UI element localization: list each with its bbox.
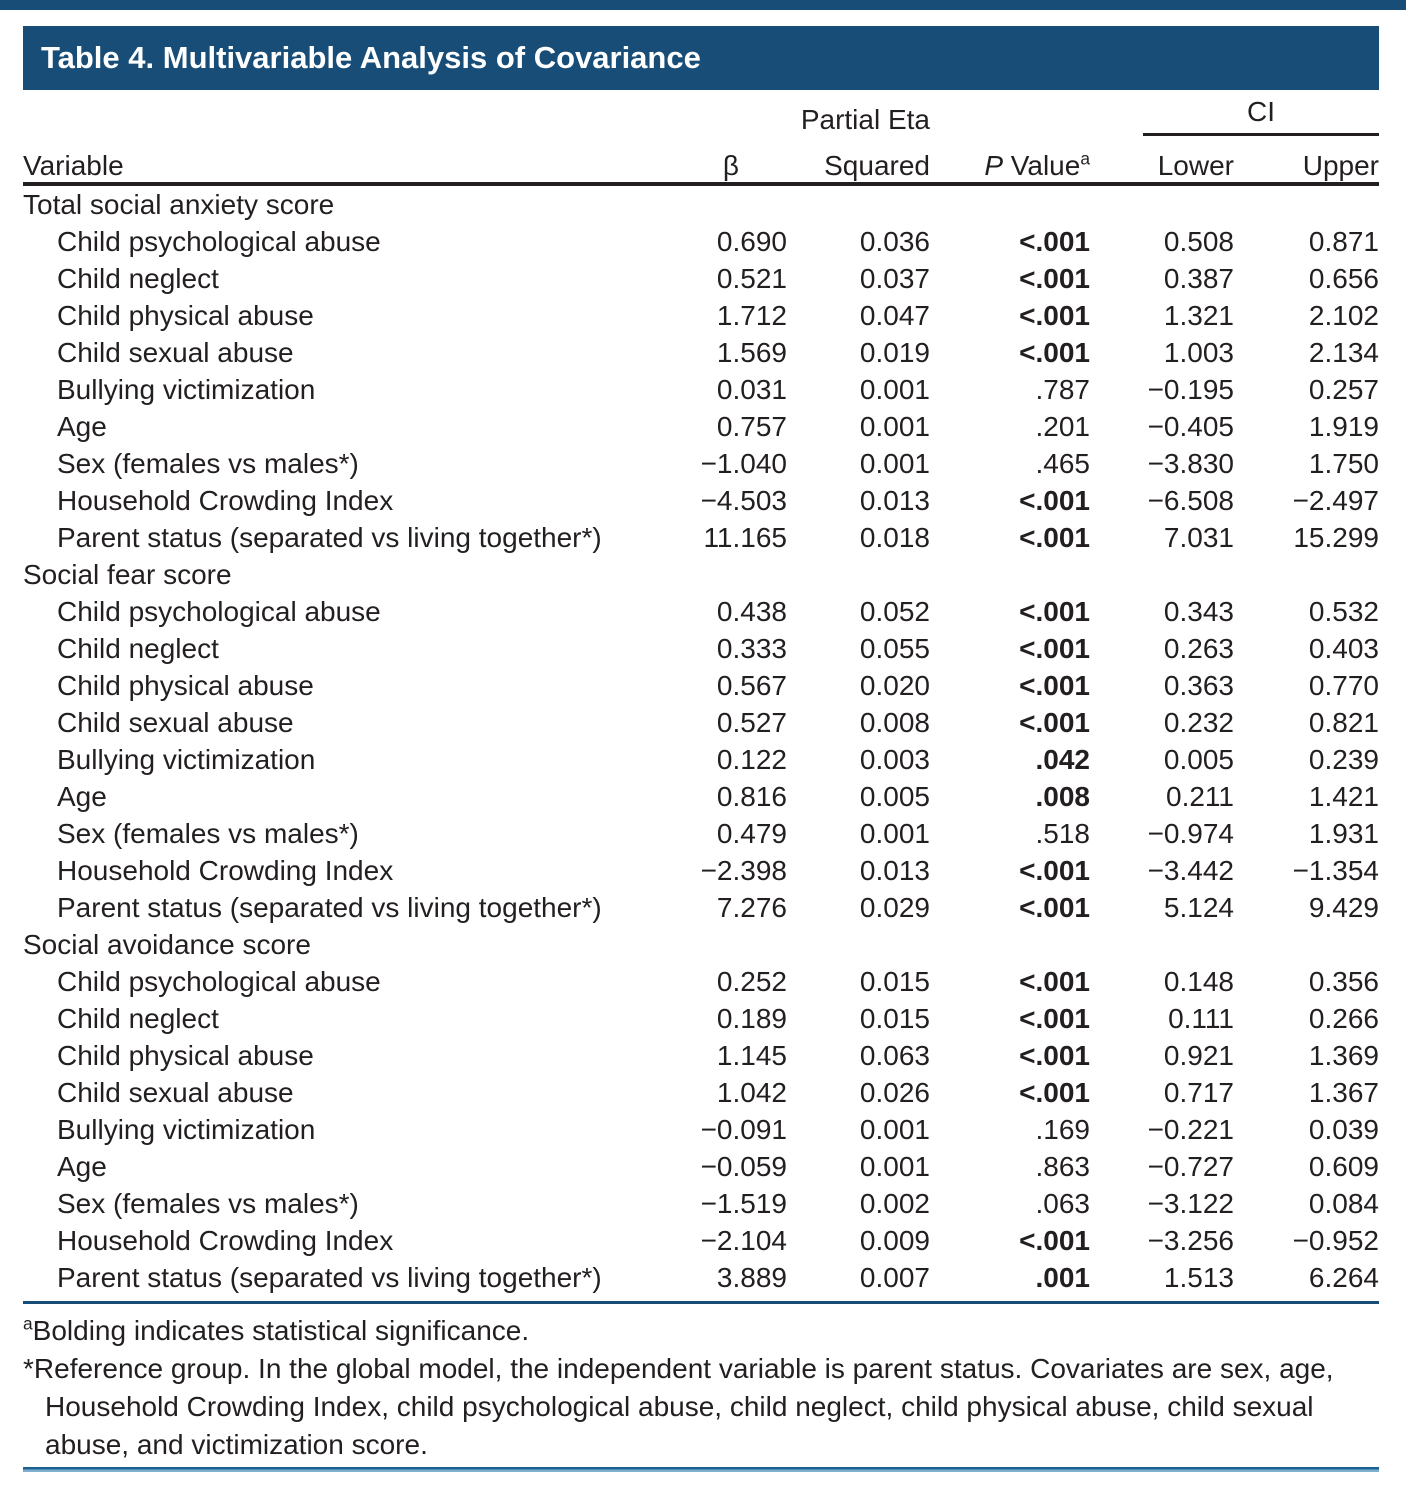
table-row <box>23 260 1379 297</box>
beta-cell: 0.189 <box>716 1003 787 1034</box>
variable-cell: Child psychological abuse <box>57 966 381 997</box>
col-header-squared: Squared <box>824 150 930 181</box>
table-row <box>23 889 1379 926</box>
variable-cell: Child physical abuse <box>57 1040 314 1071</box>
ci-upper-cell: 0.403 <box>1308 633 1379 664</box>
table-header <box>23 90 1379 186</box>
beta-cell: 0.757 <box>716 411 787 442</box>
ci-lower-cell: 0.343 <box>1163 596 1234 627</box>
beta-cell: 1.042 <box>716 1077 787 1108</box>
beta-cell: −0.059 <box>700 1151 787 1182</box>
beta-cell: −2.398 <box>700 855 787 886</box>
ci-upper-cell: 0.871 <box>1308 226 1379 257</box>
eta-cell: 0.003 <box>859 744 930 775</box>
eta-cell: 0.001 <box>859 374 930 405</box>
p-value-cell: <.001 <box>1019 596 1090 627</box>
col-header-p-value <box>930 150 1090 182</box>
eta-cell: 0.047 <box>859 300 930 331</box>
eta-cell: 0.052 <box>859 596 930 627</box>
variable-cell: Household Crowding Index <box>57 485 394 516</box>
variable-cell: Child neglect <box>57 263 219 294</box>
section-label: Total social anxiety score <box>23 189 335 220</box>
ci-lower-cell: −0.195 <box>1147 374 1234 405</box>
ci-lower-cell: −0.405 <box>1147 411 1234 442</box>
p-value-superscript: a <box>1080 148 1090 169</box>
ci-upper-cell: 1.421 <box>1308 781 1379 812</box>
table-row <box>23 1222 1379 1259</box>
beta-cell: 0.527 <box>716 707 787 738</box>
ci-lower-cell: 0.921 <box>1163 1040 1234 1071</box>
p-value-cell: <.001 <box>1019 1225 1090 1256</box>
table-row <box>23 852 1379 889</box>
p-value-cell: <.001 <box>1019 226 1090 257</box>
ci-upper-cell: 0.356 <box>1308 966 1379 997</box>
p-value-cell: <.001 <box>1019 1040 1090 1071</box>
table-row <box>23 667 1379 704</box>
table-row <box>23 223 1379 260</box>
eta-cell: 0.015 <box>859 966 930 997</box>
beta-cell: 7.276 <box>716 892 787 923</box>
ci-upper-cell: 1.367 <box>1308 1077 1379 1108</box>
beta-cell: 11.165 <box>703 522 787 553</box>
footnote-star-line: *Reference group. In the global model, the independent variable is parent status. Covariates are sex, age, <box>23 1353 1334 1384</box>
ci-upper-cell: 1.919 <box>1308 411 1379 442</box>
beta-cell: −2.104 <box>700 1225 787 1256</box>
section-header-row <box>23 186 1379 223</box>
ci-upper-cell: 0.609 <box>1308 1151 1379 1182</box>
ci-lower-cell: 0.111 <box>1168 1003 1234 1034</box>
eta-cell: 0.037 <box>859 263 930 294</box>
p-value-cell: .863 <box>1035 1151 1090 1182</box>
ci-lower-cell: 0.211 <box>1166 781 1234 812</box>
variable-cell: Child sexual abuse <box>57 337 294 368</box>
ci-upper-cell: 6.264 <box>1308 1262 1379 1293</box>
table-row <box>23 408 1379 445</box>
ci-upper-cell: −0.952 <box>1292 1225 1379 1256</box>
eta-cell: 0.055 <box>859 633 930 664</box>
p-value-cell: .008 <box>1035 781 1090 812</box>
ci-lower-cell: 0.363 <box>1163 670 1234 701</box>
ci-upper-cell: 0.821 <box>1308 707 1379 738</box>
beta-cell: 1.712 <box>716 300 787 331</box>
section-label: Social avoidance score <box>23 929 311 960</box>
variable-cell: Sex (females vs males*) <box>57 818 359 849</box>
variable-cell: Child psychological abuse <box>57 596 381 627</box>
p-value-cell: <.001 <box>1019 1003 1090 1034</box>
table-title: Table 4. Multivariable Analysis of Covariance <box>41 40 701 75</box>
col-header-upper: Upper <box>1302 150 1379 181</box>
eta-cell: 0.001 <box>859 1114 930 1145</box>
beta-cell: 0.567 <box>716 670 787 701</box>
ci-lower-cell: 1.003 <box>1163 337 1234 368</box>
p-value-cell: .001 <box>1035 1262 1090 1293</box>
variable-cell: Age <box>57 1151 107 1182</box>
eta-cell: 0.019 <box>859 337 930 368</box>
p-value-cell: .518 <box>1035 818 1090 849</box>
col-header-ci: CI <box>1143 97 1379 136</box>
eta-cell: 0.036 <box>859 226 930 257</box>
col-header-partial-eta-line1: Partial Eta <box>800 104 930 135</box>
ci-lower-cell: 0.005 <box>1163 744 1234 775</box>
table-row <box>23 371 1379 408</box>
p-value-cell: .042 <box>1035 744 1090 775</box>
beta-cell: 3.889 <box>716 1262 787 1293</box>
ci-upper-cell: 0.257 <box>1308 374 1379 405</box>
ci-lower-cell: 7.031 <box>1163 522 1234 553</box>
beta-cell: 0.252 <box>716 966 787 997</box>
eta-cell: 0.001 <box>859 1151 930 1182</box>
ci-group-header <box>1090 97 1379 136</box>
p-value-cell: <.001 <box>1019 300 1090 331</box>
ci-upper-cell: 1.750 <box>1308 448 1379 479</box>
col-header-lower: Lower <box>1157 150 1234 181</box>
p-value-cell: <.001 <box>1019 670 1090 701</box>
ci-lower-cell: 1.321 <box>1163 300 1234 331</box>
eta-cell: 0.008 <box>859 707 930 738</box>
ci-upper-cell: 0.084 <box>1308 1188 1379 1219</box>
ci-lower-cell: −3.122 <box>1147 1188 1234 1219</box>
beta-cell: 0.031 <box>716 374 787 405</box>
footnote-a-superscript: a <box>23 1313 33 1334</box>
beta-cell: 1.145 <box>716 1040 787 1071</box>
ci-upper-cell: 0.039 <box>1308 1114 1379 1145</box>
ci-upper-cell: 0.532 <box>1308 596 1379 627</box>
variable-cell: Age <box>57 781 107 812</box>
table-row <box>23 778 1379 815</box>
variable-cell: Child physical abuse <box>57 300 314 331</box>
ci-lower-cell: −0.727 <box>1147 1151 1234 1182</box>
variable-cell: Parent status (separated vs living together*) <box>57 1262 602 1293</box>
p-value-cell: .063 <box>1035 1188 1090 1219</box>
ci-lower-cell: −3.830 <box>1147 448 1234 479</box>
eta-cell: 0.026 <box>859 1077 930 1108</box>
table-row <box>23 1000 1379 1037</box>
table-row <box>23 815 1379 852</box>
ci-upper-cell: −1.354 <box>1292 855 1379 886</box>
ci-lower-cell: 0.717 <box>1163 1077 1234 1108</box>
eta-cell: 0.018 <box>859 522 930 553</box>
variable-cell: Child sexual abuse <box>57 707 294 738</box>
ci-lower-cell: 0.263 <box>1163 633 1234 664</box>
p-value-cell: .169 <box>1035 1114 1090 1145</box>
table-row <box>23 704 1379 741</box>
ci-upper-cell: 0.239 <box>1308 744 1379 775</box>
ci-upper-cell: 9.429 <box>1308 892 1379 923</box>
eta-cell: 0.007 <box>859 1262 930 1293</box>
beta-cell: −1.040 <box>700 448 787 479</box>
table-row <box>23 1259 1379 1296</box>
eta-cell: 0.015 <box>859 1003 930 1034</box>
section-label: Social fear score <box>23 559 232 590</box>
variable-cell: Sex (females vs males*) <box>57 1188 359 1219</box>
beta-cell: 0.690 <box>716 226 787 257</box>
variable-cell: Child neglect <box>57 633 219 664</box>
table-row <box>23 741 1379 778</box>
variable-cell: Household Crowding Index <box>57 855 394 886</box>
table-row <box>23 445 1379 482</box>
ci-lower-cell: 0.148 <box>1163 966 1234 997</box>
table-row <box>23 482 1379 519</box>
table-row <box>23 519 1379 556</box>
variable-cell: Parent status (separated vs living together*) <box>57 892 602 923</box>
variable-cell: Parent status (separated vs living together*) <box>57 522 602 553</box>
footnote-star-line: Household Crowding Index, child psychological abuse, child neglect, child physical abuse, child sexual <box>45 1391 1314 1422</box>
eta-cell: 0.013 <box>859 485 930 516</box>
p-value-cell: <.001 <box>1019 892 1090 923</box>
table-row <box>23 593 1379 630</box>
header-row-bottom <box>23 136 1379 185</box>
table-row <box>23 1037 1379 1074</box>
variable-cell: Bullying victimization <box>57 374 316 405</box>
eta-cell: 0.029 <box>859 892 930 923</box>
table-row <box>23 1148 1379 1185</box>
eta-cell: 0.005 <box>859 781 930 812</box>
beta-cell: 0.816 <box>716 781 787 812</box>
p-value-cell: <.001 <box>1019 855 1090 886</box>
table-row <box>23 1111 1379 1148</box>
table-row <box>23 1074 1379 1111</box>
footnote-divider-rule <box>23 1301 1379 1304</box>
col-header-beta: β <box>722 150 739 181</box>
p-value-cell: <.001 <box>1019 337 1090 368</box>
ci-lower-cell: 0.508 <box>1163 226 1234 257</box>
ci-lower-cell: −3.256 <box>1147 1225 1234 1256</box>
p-value-cell: <.001 <box>1019 966 1090 997</box>
ci-upper-cell: 2.102 <box>1308 300 1379 331</box>
variable-cell: Sex (females vs males*) <box>57 448 359 479</box>
table-row <box>23 297 1379 334</box>
eta-cell: 0.002 <box>859 1188 930 1219</box>
table-row <box>23 334 1379 371</box>
table-body <box>23 186 1379 1296</box>
ci-upper-cell: 0.656 <box>1308 263 1379 294</box>
p-value-cell: .201 <box>1035 411 1090 442</box>
variable-cell: Bullying victimization <box>57 744 316 775</box>
col-header-variable: Variable <box>23 150 124 181</box>
ci-upper-cell: −2.497 <box>1292 485 1379 516</box>
variable-cell: Child sexual abuse <box>57 1077 294 1108</box>
ci-lower-cell: −0.974 <box>1147 818 1234 849</box>
table-row <box>23 630 1379 667</box>
beta-cell: 0.333 <box>716 633 787 664</box>
ci-upper-cell: 1.369 <box>1308 1040 1379 1071</box>
eta-cell: 0.063 <box>859 1040 930 1071</box>
eta-cell: 0.013 <box>859 855 930 886</box>
ci-upper-cell: 1.931 <box>1308 818 1379 849</box>
ci-upper-cell: 0.770 <box>1308 670 1379 701</box>
variable-cell: Child psychological abuse <box>57 226 381 257</box>
eta-cell: 0.009 <box>859 1225 930 1256</box>
table-row <box>23 1185 1379 1222</box>
ci-upper-cell: 0.266 <box>1308 1003 1379 1034</box>
eta-cell: 0.001 <box>859 448 930 479</box>
header-row-top <box>23 90 1379 136</box>
p-italic: P <box>984 150 1004 181</box>
beta-cell: 0.479 <box>716 818 787 849</box>
ci-lower-cell: 1.513 <box>1163 1262 1234 1293</box>
beta-cell: −1.519 <box>700 1188 787 1219</box>
bottom-border-rule <box>23 1467 1379 1472</box>
ci-lower-cell: 0.232 <box>1163 707 1234 738</box>
p-value-cell: <.001 <box>1019 707 1090 738</box>
ancova-table <box>23 90 1379 1296</box>
p-value-cell: .465 <box>1035 448 1090 479</box>
ci-lower-cell: 5.124 <box>1163 892 1234 923</box>
p-value-cell: <.001 <box>1019 1077 1090 1108</box>
ci-lower-cell: 0.387 <box>1163 263 1234 294</box>
beta-cell: 1.569 <box>716 337 787 368</box>
variable-cell: Age <box>57 411 107 442</box>
eta-cell: 0.001 <box>859 818 930 849</box>
table-title-bar <box>23 26 1379 90</box>
variable-cell: Household Crowding Index <box>57 1225 394 1256</box>
beta-cell: 0.521 <box>716 263 787 294</box>
p-value-rest: Value <box>1003 150 1081 181</box>
beta-cell: 0.438 <box>716 596 787 627</box>
eta-cell: 0.001 <box>859 411 930 442</box>
ci-lower-cell: −0.221 <box>1147 1114 1234 1145</box>
section-header-row <box>23 556 1379 593</box>
top-border-bar <box>0 0 1406 10</box>
section-header-row <box>23 926 1379 963</box>
variable-cell: Bullying victimization <box>57 1114 316 1145</box>
footnote-star-line: abuse, and victimization score. <box>45 1429 428 1460</box>
p-value-cell: <.001 <box>1019 485 1090 516</box>
footnotes <box>23 1312 1398 1464</box>
ci-upper-cell: 15.299 <box>1293 522 1379 553</box>
ci-lower-cell: −3.442 <box>1147 855 1234 886</box>
variable-cell: Child neglect <box>57 1003 219 1034</box>
table-row <box>23 963 1379 1000</box>
footnote-a <box>23 1312 1398 1350</box>
footnote-a-text: Bolding indicates statistical significance. <box>32 1315 530 1346</box>
beta-cell: −4.503 <box>700 485 787 516</box>
eta-cell: 0.020 <box>859 670 930 701</box>
variable-cell: Child physical abuse <box>57 670 314 701</box>
p-value-cell: .787 <box>1035 374 1090 405</box>
p-value-cell: <.001 <box>1019 522 1090 553</box>
p-value-cell: <.001 <box>1019 633 1090 664</box>
ci-upper-cell: 2.134 <box>1308 337 1379 368</box>
beta-cell: −0.091 <box>700 1114 787 1145</box>
beta-cell: 0.122 <box>716 744 787 775</box>
ci-lower-cell: −6.508 <box>1147 485 1234 516</box>
p-value-cell: <.001 <box>1019 263 1090 294</box>
